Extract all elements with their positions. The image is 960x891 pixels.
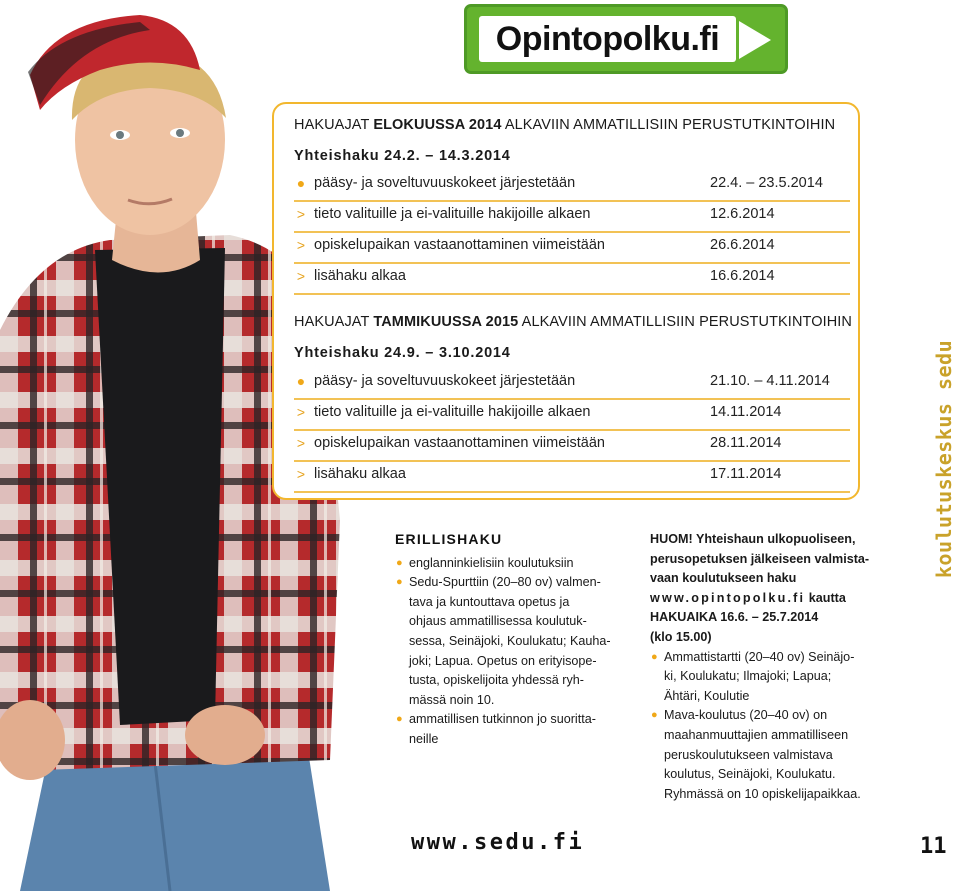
chevron-right-icon: > <box>296 237 306 253</box>
list-item: ● Ammattistartti (20–40 ov) Seinäjo- ki, Koulukatu; Ilmajoki; Lapua; Ähtäri, Koulutie <box>651 649 855 703</box>
bullet-icon: ● <box>296 373 306 389</box>
list-item: ● ammatillisen tutkinnon jo suoritta- neille <box>396 712 596 746</box>
section2-subtitle: Yhteishaku 24.9. – 3.10.2014 <box>294 345 511 361</box>
section1-subtitle: Yhteishaku 24.2. – 14.3.2014 <box>294 148 511 164</box>
bullet-icon: ● <box>396 576 403 589</box>
hakuaika-time: (klo 15.00) <box>650 629 712 644</box>
opintopolku-link[interactable]: www.opintopolku.fi <box>650 590 806 605</box>
page-number: 11 <box>920 834 947 859</box>
play-arrow-icon <box>739 21 771 59</box>
section1-title: HAKUAJAT ELOKUUSSA 2014 ALKAVIIN AMMATILLISIIN PERUSTUTKINTOIHIN <box>294 117 836 133</box>
side-brand <box>926 339 960 579</box>
list-item: ● englanninkielisiin koulutuksiin <box>395 554 630 574</box>
schedule-row: > opiskelupaikan vastaanottaminen viimeistään 28.11.2014 <box>294 431 850 462</box>
huom-line: vaan koulutukseen haku <box>650 571 797 586</box>
schedule-row: ● pääsy- ja soveltuvuuskokeet järjestetään 21.10. – 4.11.2014 <box>294 369 850 400</box>
list-item: ● Mava-koulutus (20–40 ov) on maahanmuuttajien ammatilliseen peruskoulutukseen valmistava koulutus, Seinäjoki, Koulukatu. Ryhmässä on 10 opiskelijapaikkaa. <box>651 708 861 801</box>
schedule-row: > lisähaku alkaa 17.11.2014 <box>294 462 850 493</box>
section1-rows <box>294 171 850 295</box>
huom-line: HUOM! Yhteishaun ulkopuoliseen, <box>650 532 856 546</box>
huom-line: perusopetuksen jälkeiseen valmista- <box>650 551 870 566</box>
schedule-row: > tieto valituille ja ei-valituille hakijoille alkaen 12.6.2014 <box>294 202 850 233</box>
chevron-right-icon: > <box>296 268 306 284</box>
side-brand-text: koulutuskeskus sedu <box>932 339 956 579</box>
bullet-icon: ● <box>651 650 658 663</box>
schedule-row: > opiskelupaikan vastaanottaminen viimeistään 26.6.2014 <box>294 233 850 264</box>
schedule-row: > lisähaku alkaa 16.6.2014 <box>294 264 850 295</box>
logo-text: Opintopolku.fi <box>479 16 736 62</box>
list-item: ● Sedu-Spurttiin (20–80 ov) valmen- tava ja kuntouttava opetus ja ohjaus ammatillisessa koulutuk- sessa, Seinäjoki, Koulukatu; Kauha- joki; Lapua. Opetus on erityisope- tusta, opiskelijoita yhdessä ryh- mässä noin 10. <box>396 575 611 707</box>
erillishaku-column <box>395 530 630 750</box>
section2-title: HAKUAJAT TAMMIKUUSSA 2015 ALKAVIIN AMMATILLISIIN PERUSTUTKINTOIHIN <box>294 314 852 330</box>
hakuaika: HAKUAIKA 16.6. – 25.7.2014 <box>650 610 819 625</box>
chevron-right-icon: > <box>296 404 306 420</box>
bullet-icon: ● <box>296 175 306 191</box>
schedule-row: > tieto valituille ja ei-valituille hakijoille alkaen 14.11.2014 <box>294 400 850 431</box>
chevron-right-icon: > <box>296 435 306 451</box>
schedule-row: ● pääsy- ja soveltuvuuskokeet järjestetään 22.4. – 23.5.2014 <box>294 171 850 202</box>
footer-url[interactable]: www.sedu.fi <box>411 830 585 855</box>
bullet-icon: ● <box>651 709 658 722</box>
huom-column <box>650 530 900 804</box>
opintopolku-link-line: www.opintopolku.fi kautta <box>650 590 846 605</box>
chevron-right-icon: > <box>296 206 306 222</box>
opintopolku-logo[interactable] <box>464 4 788 74</box>
section2-rows <box>294 369 850 493</box>
chevron-right-icon: > <box>296 466 306 482</box>
bullet-icon: ● <box>396 713 403 726</box>
erillishaku-heading: ERILLISHAKU <box>395 531 503 547</box>
schedule-box <box>272 102 860 500</box>
bullet-icon: ● <box>396 556 403 569</box>
